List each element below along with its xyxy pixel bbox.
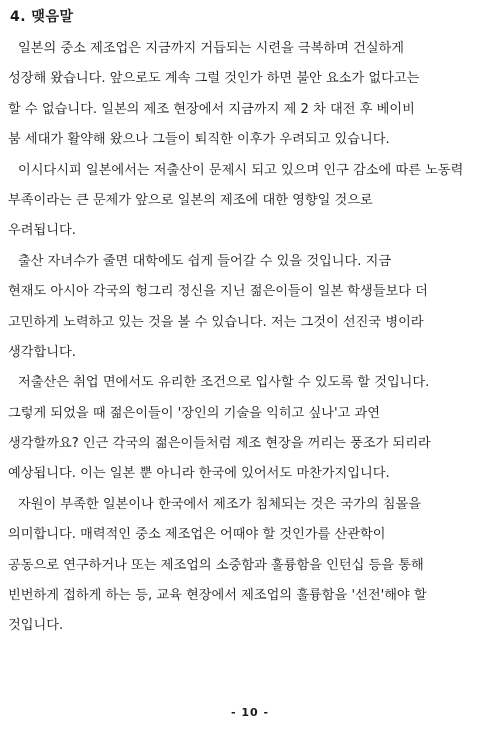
text-line: 출산 자녀수가 줄면 대학에도 쉽게 들어갈 수 있을 것입니다. 지금 [18, 253, 392, 269]
text-line: 고민하게 노력하고 있는 것을 볼 수 있습니다. 저는 그것이 선진국 병이라 [8, 314, 424, 330]
text-line: 이시다시피 일본에서는 저출산이 문제시 되고 있으며 인구 감소에 따른 노동력 [18, 162, 464, 178]
text-line: 예상됩니다. 이는 일본 뿐 아니라 한국에 있어서도 마찬가지입니다. [8, 466, 390, 482]
section-heading: 4. 맺음말 [10, 9, 74, 25]
page-number: - 10 - [230, 706, 270, 719]
text-line: 저출산은 취업 면에서도 유리한 조건으로 입사할 수 있도록 할 것입니다. [18, 375, 430, 391]
body-text [8, 34, 484, 642]
text-line: 생각합니다. [8, 344, 76, 360]
text-line: 우려됩니다. [8, 223, 76, 239]
text-line: 의미합니다. 매력적인 중소 제조업은 어때야 할 것인가를 산관학이 [8, 527, 386, 543]
text-line: 현재도 아시아 각국의 헝그리 정신을 지닌 젊은이들이 일본 학생들보다 더 [8, 284, 428, 300]
text-line: 자원이 부족한 일본이나 한국에서 제조가 침체되는 것은 국가의 침몰을 [18, 496, 421, 512]
text-line: 일본의 중소 제조업은 지금까지 거듭되는 시련을 극복하며 건실하게 [18, 41, 405, 56]
text-line: 붐 세대가 활약해 왔으나 그들이 퇴직한 이후가 우려되고 있습니다. [8, 132, 390, 148]
text-line: 것입니다. [8, 618, 64, 634]
text-line: 그렇게 되었을 때 젊은이들이 '장인의 기술을 익히고 싶나'고 과연 [8, 405, 381, 421]
text-line: 공동으로 연구하거나 또는 제조업의 소중함과 훌륭함을 인턴십 등을 통해 [8, 557, 424, 573]
text-line: 빈번하게 접하게 하는 등, 교육 현장에서 제조업의 훌륭함을 '선전'해야 할 [8, 588, 427, 604]
text-line: 성장해 왔습니다. 앞으로도 계속 그럴 것인가 하면 불안 요소가 없다고는 [8, 71, 420, 87]
text-line: 부족이라는 큰 문제가 앞으로 일본의 제조에 대한 영향일 것으로 [8, 192, 373, 208]
text-line: 할 수 없습니다. 일본의 제조 현장에서 지금까지 제 2 차 대전 후 베이비 [8, 101, 415, 117]
text-line: 생각할까요? 인근 각국의 젊은이들처럼 제조 현장을 꺼리는 풍조가 되리라 [8, 436, 431, 452]
